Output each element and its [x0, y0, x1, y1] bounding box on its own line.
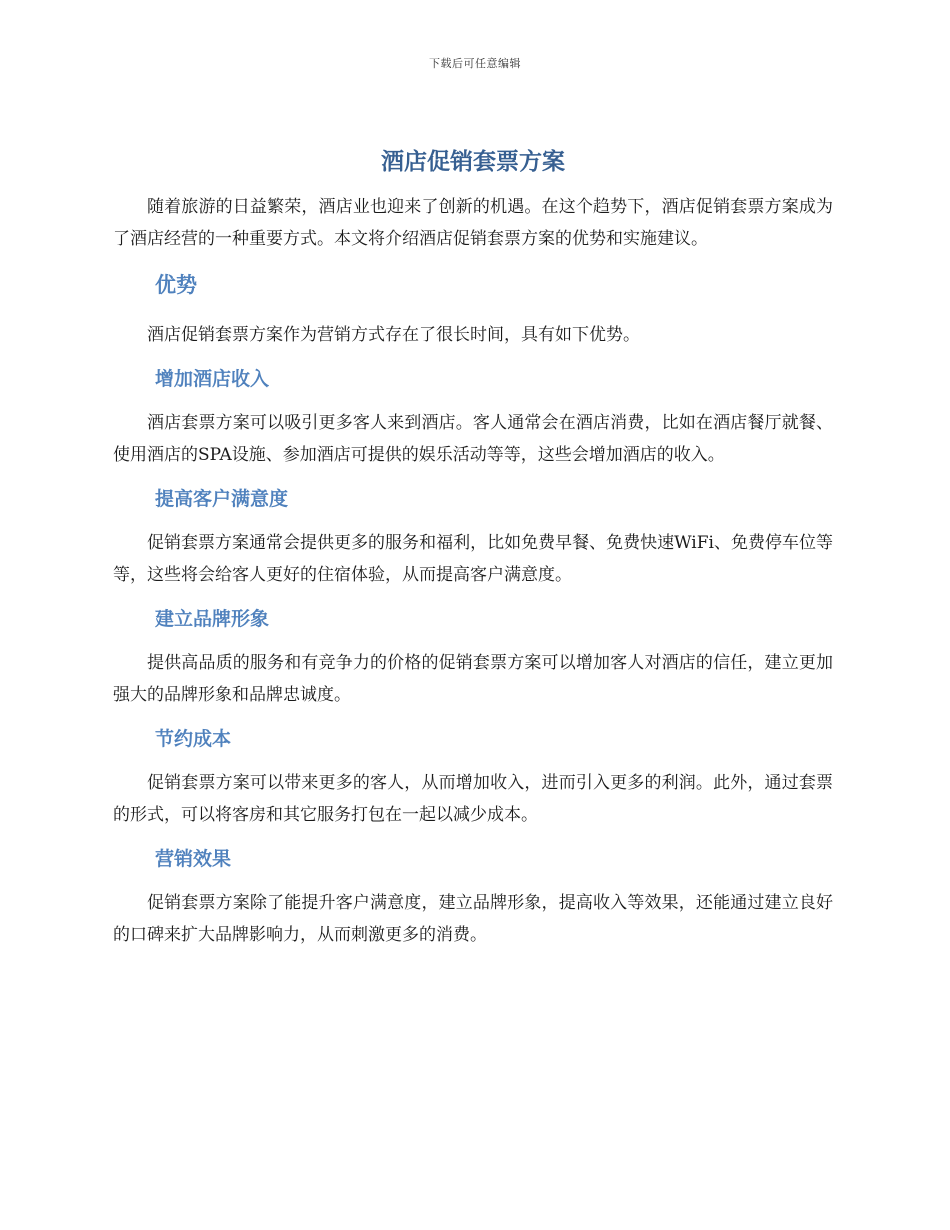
paragraph-marketing-effect: 促销套票方案除了能提升客户满意度，建立品牌形象，提高收入等效果，还能通过建立良好的口碑来扩大品牌影响力，从而刺激更多的消费。 — [113, 893, 833, 945]
intro-paragraph: 随着旅游的日益繁荣，酒店业也迎来了创新的机遇。在这个趋势下，酒店促销套票方案成为了酒店经营的一种重要方式。本文将介绍酒店促销套票方案的优势和实施建议。 — [113, 197, 833, 249]
paragraph-increase-revenue: 酒店套票方案可以吸引更多客人来到酒店。客人通常会在酒店消费，比如在酒店餐厅就餐、使用酒店的SPA设施、参加酒店可提供的娱乐活动等等，这些会增加酒店的收入。 — [113, 413, 833, 465]
subheading-brand-image: 建立品牌形象 — [155, 608, 270, 630]
subheading-marketing-effect: 营销效果 — [155, 848, 232, 870]
subheading-save-cost: 节约成本 — [155, 728, 232, 750]
paragraph-customer-satisfaction: 促销套票方案通常会提供更多的服务和福利，比如免费早餐、免费快速WiFi、免费停车位等等，这些将会给客人更好的住宿体验，从而提高客户满意度。 — [113, 533, 833, 585]
section-lead-paragraph: 酒店促销套票方案作为营销方式存在了很长时间，具有如下优势。 — [147, 325, 640, 345]
document-title: 酒店促销套票方案 — [381, 149, 565, 175]
subheading-customer-satisfaction: 提高客户满意度 — [155, 488, 289, 510]
document-content — [113, 145, 833, 951]
paragraph-brand-image: 提供高品质的服务和有竞争力的价格的促销套票方案可以增加客人对酒店的信任，建立更加强大的品牌形象和品牌忠诚度。 — [113, 653, 833, 705]
paragraph-save-cost: 促销套票方案可以带来更多的客人，从而增加收入，进而引入更多的利润。此外，通过套票的形式，可以将客房和其它服务打包在一起以减少成本。 — [113, 773, 833, 825]
header-note: 下载后可任意编辑 — [429, 57, 521, 70]
section-heading-advantages: 优势 — [155, 273, 197, 297]
subheading-increase-revenue: 增加酒店收入 — [155, 368, 270, 390]
